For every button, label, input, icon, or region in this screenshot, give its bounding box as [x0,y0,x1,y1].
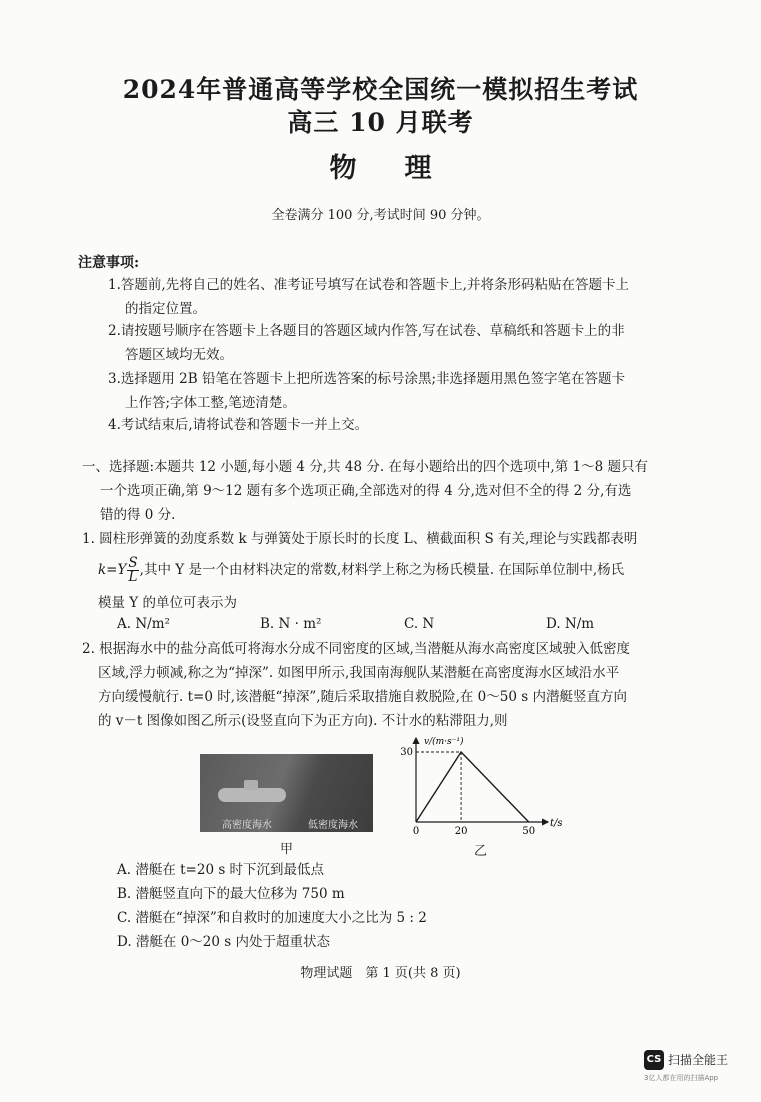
notes-line: 2.请按题号顺序在答题卡上各题目的答题区域内作答,写在试卷、草稿纸和答题卡上的非 [108,323,625,339]
q1-stem-line2-rest: ,其中 Y 是一个由材料决定的常数,材料学上称之为杨氏模量. 在国际单位制中,杨氏 [139,562,625,578]
section-instructions-line: 一个选项正确,第 9～12 题有多个选项正确,全部选对的得 4 分,选对但不全的得 2 分,有选 [100,483,632,499]
q2-stem-line: 区域,浮力顿减,称之为“掉深”. 如图甲所示,我国南海舰队某潜艇在高密度海水区域沿水平 [98,665,620,681]
figure-caption-a: 甲 [280,842,294,857]
q1-option-a: A. N/m² [117,616,170,632]
q1-option-d: D. N/m [546,616,595,632]
section-instructions-line: 一、选择题:本题共 12 小题,每小题 4 分,共 48 分. 在每小题给出的四个选项中,第 1～8 题只有 [82,459,648,475]
camscanner-name: 扫描全能王 [668,1053,729,1067]
q1-option-c: C. N [404,616,435,632]
notes-line: 上作答;字体工整,笔迹清楚。 [125,395,296,411]
x-axis-label: t/s [550,818,563,829]
q1-stem-line2 [98,556,624,584]
q2-option-b: B. 潜艇竖直向下的最大位移为 750 m [117,886,345,902]
q2-stem-line: 2. 根据海水中的盐分高低可将海水分成不同密度的区域,当潜艇从海水高密度区域驶入低密度 [82,641,630,657]
q1-formula-fraction [127,557,138,584]
q2-option-c: C. 潜艇在“掉深”和自救时的加速度大小之比为 5 : 2 [117,910,427,926]
photo-label-high-density: 高密度海水 [222,820,272,831]
notes-heading: 注意事项: [78,255,140,271]
camscanner-logo-icon: CS [644,1050,664,1070]
notes-line: 1.答题前,先将自己的姓名、准考证号填写在试卷和答题卡上,并将条形码粘贴在答题卡上 [108,277,629,293]
section-instructions-line: 错的得 0 分. [100,507,176,523]
page-footer: 物理试题 第 1 页(共 8 页) [300,966,461,981]
y-tick-label: 30 [400,747,413,758]
submarine-icon [218,788,286,802]
submarine-photo [200,754,373,832]
q1-option-b: B. N · m² [260,616,322,632]
q1-frac-denominator: L [128,569,138,585]
notes-line: 的指定位置。 [125,301,206,317]
q2-option-a: A. 潜艇在 t=20 s 时下沉到最低点 [117,862,325,878]
exam-title-line2: 高三 10 月联考 [287,108,474,137]
q2-stem-line: 的 v－t 图像如图乙所示(设竖直向下为正方向). 不计水的粘滞阻力,则 [98,713,508,729]
q2-option-d: D. 潜艇在 0～20 s 内处于超重状态 [117,934,330,950]
q1-stem-line1: 1. 圆柱形弹簧的劲度系数 k 与弹簧处于原长时的长度 L、横截面积 S 有关,理论与实践都表明 [82,531,638,547]
q2-stem-line: 方向缓慢航行. t=0 时,该潜艇“掉深”,随后采取措施自救脱险,在 0～50 s 内潜艇竖直方向 [98,689,627,705]
tick-labels [400,747,535,837]
figure-caption-b: 乙 [474,844,488,859]
x-tick-label: 0 [412,826,420,837]
q1-frac-numerator: S [128,555,138,571]
notes-line: 3.选择题用 2B 铅笔在答题卡上把所选答案的标号涂黑;非选择题用黑色签字笔在答题卡 [108,371,626,387]
notes-line: 4.考试结束后,请将试卷和答题卡一并上交。 [108,417,369,433]
series-line [416,752,529,822]
subject-title: 物理 [329,153,480,184]
submarine-tower-icon [244,780,258,790]
y-axis-label: v/(m·s⁻¹) [424,737,464,747]
q1-formula-lhs: k=Y [98,562,127,578]
q1-stem-line3: 模量 Y 的单位可表示为 [98,595,237,611]
camscanner-slogan: 3亿人都在用的扫描App [644,1074,719,1082]
notes-line: 答题区域均无效。 [125,347,233,363]
x-tick-label: 20 [454,826,468,837]
photo-label-low-density: 低密度海水 [308,820,358,831]
vt-chart [398,730,578,840]
exam-title-line1: 2024年普通高等学校全国统一模拟招生考试 [122,75,639,104]
full-mark-note: 全卷满分 100 分,考试时间 90 分钟。 [271,208,490,223]
x-tick-label: 50 [522,826,536,837]
